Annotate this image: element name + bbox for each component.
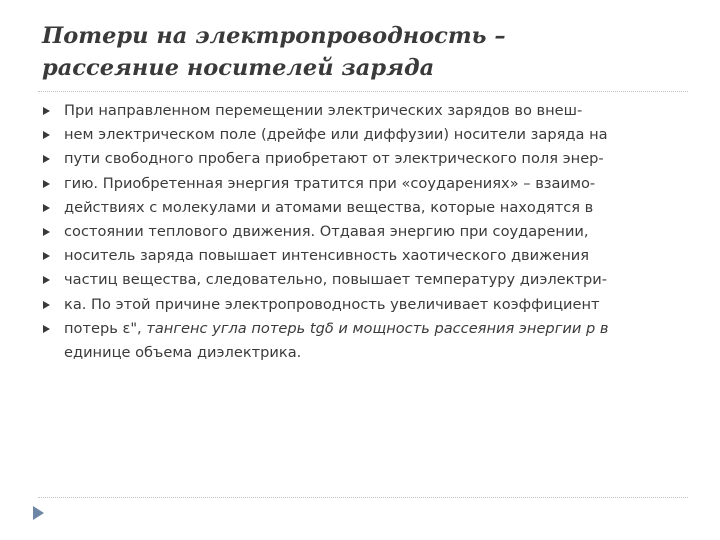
footer-divider [38,497,688,498]
triangle-right-icon [43,131,50,139]
list-item-text: состоянии теплового движения. Отдавая энергию при соударении, [64,222,589,240]
triangle-right-icon [43,204,50,212]
list-item-text: действиях с молекулами и атомами вещества, которые находятся в [64,198,594,216]
list-item [40,123,608,147]
list-item [40,147,608,171]
bullet-list [40,99,608,365]
list-item-text: частиц вещества, следовательно, повышает температуру диэлектри- [64,271,607,289]
triangle-right-icon [43,301,50,309]
list-item-text: единице объема диэлектрика. [64,343,302,361]
list-item [40,317,608,341]
list-item [40,293,608,317]
list-item [40,196,608,220]
triangle-right-icon [43,107,50,115]
triangle-right-icon [43,155,50,163]
list-item-text: гию. Приобретенная энергия тратится при «соударениях» – взаимо- [64,174,596,192]
triangle-right-icon [43,228,50,236]
list-item [40,220,608,244]
slide-title [42,20,682,84]
title-divider [38,91,688,92]
list-item-text: ка. По этой причине электропроводность увеличивает коэффициент [64,295,600,313]
triangle-right-icon [43,325,50,333]
triangle-right-icon [43,180,50,188]
list-item-text-plain: потерь ε", [64,319,147,337]
slide-title-line-2: рассеяние носителей заряда [42,55,435,81]
next-slide-arrow-icon[interactable] [33,506,44,520]
list-item-text: носитель заряда повышает интенсивность хаотического движения [64,247,590,265]
triangle-right-icon [43,252,50,260]
list-item-text-italic: тангенс угла потерь tgδ и мощность рассеяния энергии р в [146,319,609,337]
list-item [40,99,608,123]
list-item [40,268,608,292]
list-item [40,172,608,196]
list-item-text: нем электрическом поле (дрейфе или диффузии) носители заряда на [64,126,608,144]
slide-title-line-1: Потери на электропроводность – [42,23,506,49]
triangle-right-icon [43,276,50,284]
list-item [40,244,608,268]
list-item-text: пути свободного пробега приобретают от электрического поля энер- [64,150,604,168]
list-item-continuation [40,341,608,365]
list-item-text: При направленном перемещении электрических зарядов во внеш- [64,102,583,119]
